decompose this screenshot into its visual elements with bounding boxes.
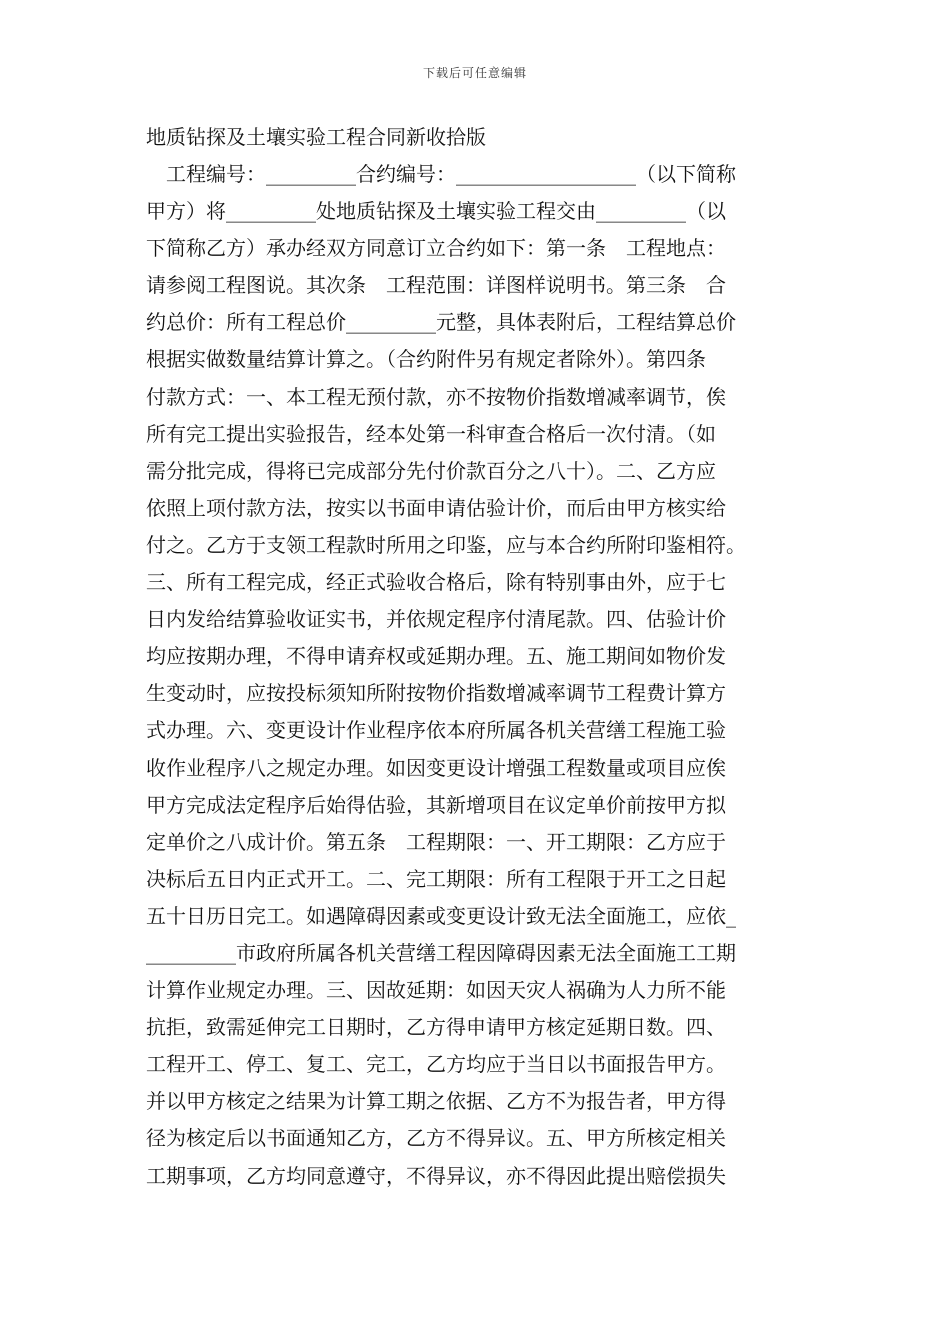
body-line: 所有完工提出实验报告，经本处第一科审查合格后一次付清。（如 [146,421,716,446]
body-line: 计算作业规定办理。三、因故延期：如因天灾人祸确为人力所不能 [146,978,726,1003]
body-line: 根据实做数量结算计算之。（合约附件另有规定者除外）。第四条 [146,347,706,372]
body-line: 式办理。六、变更设计作业程序依本府所属各机关营缮工程施工验 [146,718,726,743]
body-line: 日内发给结算验收证实书，并依规定程序付清尾款。四、估验计价 [146,607,726,632]
document-body [146,156,816,1195]
body-line: 付款方式：一、本工程无预付款，亦不按物价指数增减率调节，俟 [146,384,726,409]
body-line: 决标后五日内正式开工。二、完工期限：所有工程限于开工之日起 [146,866,726,891]
body-line: 约总价：所有工程总价_________元整，具体表附后，工程结算总价 [146,310,736,335]
body-line: 定单价之八成计价。第五条 工程期限：一、开工期限：乙方应于 [146,829,726,854]
body-line: 工程开工、停工、复工、完工，乙方均应于当日以书面报告甲方。 [146,1052,726,1077]
body-line: 需分批完成，得将已完成部分先付价款百分之八十）。二、乙方应 [146,458,716,483]
body-line: 甲方）将_________处地质钻探及土壤实验工程交由_________（以 [146,199,726,224]
body-line: 工期事项，乙方均同意遵守，不得异议，亦不得因此提出赔偿损失 [146,1163,726,1188]
body-line: 请参阅工程图说。其次条 工程范围：详图样说明书。第三条 合 [146,273,726,298]
body-line: 甲方完成法定程序后始得估验，其新增项目在议定单价前按甲方拟 [146,792,726,817]
body-line: 抗拒，致需延伸完工日期时，乙方得申请甲方核定延期日数。四、 [146,1015,726,1040]
body-line: 工程编号：_________合约编号：__________________（以下简称 [146,162,736,186]
body-line: 五十日历日完工。如遇障碍因素或变更设计致无法全面施工，应依_ [146,903,736,928]
body-line: _________市政府所属各机关营缮工程因障碍因素无法全面施工工期 [146,940,736,965]
body-line: 并以甲方核定之结果为计算工期之依据、乙方不为报告者，甲方得 [146,1089,726,1114]
body-line: 生变动时，应按投标须知所附按物价指数增减率调节工程费计算方 [146,681,726,706]
body-line: 付之。乙方于支领工程款时所用之印鉴，应与本合约所附印鉴相符。 [146,532,746,557]
body-line: 径为核定后以书面通知乙方，乙方不得异议。五、甲方所核定相关 [146,1126,726,1151]
body-line: 依照上项付款方法，按实以书面申请估验计价，而后由甲方核实给 [146,495,726,520]
body-line: 均应按期办理，不得申请弃权或延期办理。五、施工期间如物价发 [146,644,726,669]
page-header-note: 下载后可任意编辑 [422,66,527,80]
document-title: 地质钻探及土壤实验工程合同新收拾版 [146,125,486,149]
body-line: 收作业程序八之规定办理。如因变更设计增强工程数量或项目应俟 [146,755,726,780]
body-line: 三、所有工程完成，经正式验收合格后，除有特别事由外，应于七 [146,570,726,595]
body-line: 下简称乙方）承办经双方同意订立合约如下：第一条 工程地点： [146,236,726,261]
